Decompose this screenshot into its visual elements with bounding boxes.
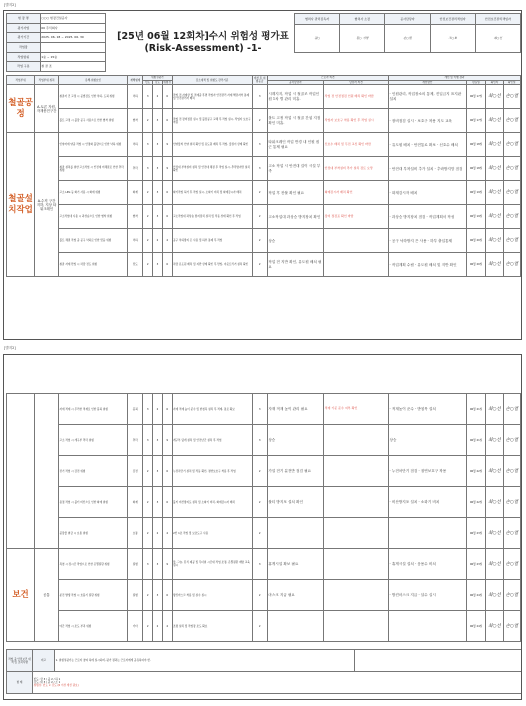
improve-cell <box>388 518 466 549</box>
manager-opinion-cell: 안전대 부착설비 추가 설치 검토 요망 <box>323 157 388 181</box>
info-table <box>6 13 106 72</box>
improve-cell: - 공구 낙하방지 끈 사용 - 하부 출입통제 <box>388 229 466 253</box>
signature: 손○열 <box>385 25 430 53</box>
worker-opinion-cell: 고소작업대 과상승 방지장치 확인 <box>267 205 323 229</box>
date-cell: 06월 24일 <box>466 611 485 642</box>
date-cell: 06월 23일 <box>466 518 485 549</box>
date-cell: 06월 22일 <box>466 487 485 518</box>
signature: 강○ <box>295 25 340 53</box>
signature: 조○호 <box>430 25 475 53</box>
check-cell: 최○선 <box>486 157 503 181</box>
date-cell: 06월 22일 <box>466 456 485 487</box>
info-label: 작업장 <box>7 43 41 53</box>
date-cell: 06월 21일 <box>466 425 485 456</box>
manager-opinion-cell <box>323 549 388 580</box>
risk-table-1 <box>6 75 521 277</box>
col-grade: 개선 후 위험등급 <box>253 77 266 84</box>
freq-cell: 2 <box>143 181 153 205</box>
info-value: ○○○ 현장건설공사 <box>40 14 105 24</box>
grade-cell: 3 <box>252 85 267 109</box>
date-cell: 06월 19일 <box>466 181 485 205</box>
col-detail: 작업부위 위치 <box>35 76 59 85</box>
grade-cell: 3 <box>252 394 267 425</box>
hazard-cell: 용접 작업 시 불티 비산으로 인한 화재 위험 <box>58 487 127 518</box>
check-cell: 최○선 <box>486 425 503 456</box>
page-2 <box>3 354 522 700</box>
manager-opinion-cell <box>323 518 388 549</box>
grade-cell: 2 <box>252 487 267 518</box>
table-row <box>7 549 521 580</box>
footer-label: 작업 중 안전보건 대책 및 조치사항 <box>7 650 33 672</box>
measure-cell: 누전차단기 설치 및 작동 확인, 절연보호구 착용 후 작업 <box>172 456 252 487</box>
freq-cell: 2 <box>143 229 153 253</box>
doc-subtitle: (Risk-Assessment) -1- <box>144 43 262 54</box>
grade-cell: 2 <box>252 611 267 642</box>
type-cell: 질병 <box>128 549 143 580</box>
freq-cell: 2 <box>143 611 153 642</box>
signature-table <box>294 13 521 53</box>
col-confirm: 확인일 <box>503 80 520 85</box>
worker-opinion-cell: 상승 <box>267 425 323 456</box>
grade-cell: 2 <box>252 181 267 205</box>
measure-cell: 작업 전 장비점검 실시 및 불량공구 교체 후 작업 실시, 작업자 보호구 착용 <box>172 109 252 133</box>
freq-cell: 3 <box>143 425 153 456</box>
improve-cell: - 비산방지포 설치 - 소화기 비치 <box>388 487 466 518</box>
worker-opinion-cell: 휴게시설 확보 필요 <box>267 549 323 580</box>
worker-opinion-cell: 마스크 지급 필요 <box>267 580 323 611</box>
manager-opinion-cell: 작업 전 안전점검 인원 배치 확인 바람 <box>323 85 388 109</box>
sev-cell: 2 <box>153 394 163 425</box>
risk-cell: 9 <box>162 549 172 580</box>
hazard-cell: 전기 작업 시 감전 위험 <box>58 456 127 487</box>
worker-opinion-cell: 볼트 고정 작업 시 철골 간섭 지점 확인 미흡. <box>267 109 323 133</box>
signer-role: 공사담당자 <box>385 14 430 25</box>
table-row <box>7 580 521 611</box>
confirm-cell: 손○열 <box>503 456 520 487</box>
type-cell: 낙하 <box>128 229 143 253</box>
check-cell: 최○선 <box>486 580 503 611</box>
type-cell: 추락 <box>128 425 143 456</box>
check-cell: 최○선 <box>486 611 503 642</box>
sev-cell: 3 <box>153 549 163 580</box>
col-freq: 빈도 <box>143 80 153 85</box>
improve-cell: - 작업계획 수립 - 유도원 배치 및 지반 확인 <box>388 253 466 277</box>
footer-note: 위험성: 빈도 × 강도 (6 이상 개선 필요) <box>33 684 79 687</box>
manager-opinion-cell <box>323 487 388 518</box>
col-sev: 강도 <box>153 80 163 85</box>
measure-cell: 공구 낙하방지 끈 사용 및 하부 통제 후 작업 <box>172 229 252 253</box>
improve-cell: 상승 <box>388 425 466 456</box>
manager-opinion-cell <box>323 456 388 487</box>
date-cell: 06월 19일 <box>466 205 485 229</box>
risk-cell: 6 <box>162 394 172 425</box>
worker-opinion-cell <box>267 611 323 642</box>
freq-cell: 3 <box>143 85 153 109</box>
risk-cell: 9 <box>162 157 172 181</box>
signer-role: 안전보건관리책임자 <box>475 14 520 25</box>
hazard-cell: 철골자 건 고정 시 공법검토 인한 낙하, 도괴 위험 <box>58 85 127 109</box>
risk-cell: 9 <box>162 425 172 456</box>
info-label: 작업범위 <box>7 52 41 62</box>
measure-cell: 인양물의 인양 위치 확인 및 유도원 배치 후 작업, 줄걸이 상태 확인 <box>172 133 252 157</box>
worker-opinion-cell: 고소 작업 시 안전대 걸이 시설 부족 <box>267 157 323 181</box>
freq-cell: 3 <box>143 133 153 157</box>
hazard-cell: 고소작업대 사용 시 과상승으로 인한 협착 위험 <box>58 205 127 229</box>
improve-cell: - 휴게시설 설치 - 음용수 비치 <box>388 549 466 580</box>
work-category: 보건 <box>7 549 35 642</box>
improve-cell <box>388 611 466 642</box>
footer-blank <box>355 650 522 672</box>
risk-cell: 9 <box>162 133 172 157</box>
info-value: 2025. 06. 18 ~ 2025. 06. 30 <box>40 33 105 43</box>
type-cell: 전도 <box>128 253 143 277</box>
risk-cell: 6 <box>162 456 172 487</box>
col-improve-group: 개선 및 이행 결과 <box>388 76 520 81</box>
footer-table <box>6 649 522 694</box>
sev-cell: 3 <box>153 157 163 181</box>
sev-cell: 2 <box>153 518 163 549</box>
improve-cell: - 적재높이 준수 - 받침목 설치 <box>388 394 466 425</box>
freq-cell: 2 <box>143 253 153 277</box>
col-risk: 위험성 <box>163 80 171 84</box>
risk-cell: 6 <box>162 253 172 277</box>
measure-cell: 작업 전 자재상 및 적재중 후면 작업자 안전관리 자재 해당지역 통제 및 안전관리자 배치 <box>172 85 252 109</box>
confirm-cell: 손○열 <box>503 253 520 277</box>
table-row <box>7 253 521 277</box>
sev-cell: 3 <box>153 133 163 157</box>
footer-note: 강도: 대 3 / 중 2 / 소 1 <box>33 681 61 684</box>
improve-cell: - 장비점검 실시 - 보호구 착용 지도 교육 <box>388 109 466 133</box>
col-risk-group: 위험성평가 <box>143 76 172 81</box>
col-opinion-group: 근로자 의견 <box>267 76 388 81</box>
measure-cell: 조명 설치 및 작업장 조도 확보 <box>172 611 252 642</box>
improve-cell: - 방진마스크 지급 - 살수 실시 <box>388 580 466 611</box>
work-detail: 공통 <box>35 549 59 642</box>
info-value: 철 골 조 <box>40 62 105 72</box>
grade-cell: 2 <box>252 205 267 229</box>
check-cell: 최○선 <box>486 518 503 549</box>
hazard-cell: 분진 발생 작업 시 호흡기 질환 위험 <box>58 580 127 611</box>
risk-cell: 6 <box>162 487 172 518</box>
signer-role: 안전보건관리책임자 <box>430 14 475 25</box>
risk-cell: 6 <box>162 109 172 133</box>
grade-cell: 2 <box>252 518 267 549</box>
risk-cell: 6 <box>162 181 172 205</box>
grade-cell: 2 <box>252 229 267 253</box>
col-work: 작업부위 <box>7 76 35 85</box>
type-cell: 추락 <box>128 157 143 181</box>
info-value <box>40 43 105 53</box>
worker-opinion-cell <box>267 518 323 549</box>
sev-cell: 3 <box>153 487 163 518</box>
info-value: 00 주식회사 <box>40 23 105 33</box>
date-cell: 06월 18일 <box>466 157 485 181</box>
check-cell: 최○선 <box>486 487 503 518</box>
check-cell: 최○선 <box>486 109 503 133</box>
check-cell: 최○선 <box>486 229 503 253</box>
hazard-cell: 야간 작업 시 조도 부족 위험 <box>58 611 127 642</box>
check-cell: 최○선 <box>486 549 503 580</box>
table-row <box>7 109 521 133</box>
risk-cell: 4 <box>162 229 172 253</box>
date-cell: 06월 18일 <box>466 133 485 157</box>
table-row <box>7 133 521 157</box>
confirm-cell: 손○열 <box>503 205 520 229</box>
measure-cell: 물, 그늘, 휴식 제공 및 무더위 시간대 작업 조정, 온열질환 예방 교육 실시 <box>172 549 252 580</box>
grade-cell: 2 <box>252 109 267 133</box>
worker-opinion-cell: 타워크레인 작업 반경 내 인원 접근 통제 필요 <box>267 133 323 157</box>
freq-cell: 3 <box>143 549 153 580</box>
footer-remark-text: 1. 위험성평가는 근로자 참여 하에 실시하며, 평가 결과는 근로자에게 공유하여야 함. <box>55 650 355 672</box>
col-improve: 개선방안 <box>388 80 466 85</box>
hazard-cell: 고소 LPG 등 화기 사용 시 화재 위험 <box>58 181 127 205</box>
improve-cell: - 인원관리, 작업장소의 통제, 진입금지 표지판 설치 <box>388 85 466 109</box>
signer-role: 협력사 소장 <box>340 14 385 25</box>
grade-cell: 3 <box>252 157 267 181</box>
check-cell: 최○선 <box>486 456 503 487</box>
measure-cell: 개구부 덮개 설치 및 안전난간 설치 후 작업 <box>172 425 252 456</box>
footer-notes <box>33 672 522 694</box>
page-1 <box>3 10 522 340</box>
manager-opinion-cell <box>323 229 388 253</box>
confirm-cell: 손○열 <box>503 229 520 253</box>
work-detail: A-토론 자원, 자재충전구간 <box>35 85 59 133</box>
table-row <box>7 425 521 456</box>
work-category <box>7 394 35 549</box>
worker-opinion-cell: 시계지지, 작업 시 철골조 작업인원 1차 별 관리 미흡. <box>267 85 323 109</box>
date-cell: 06월 17일 <box>466 85 485 109</box>
hazard-cell: 인양자재 양중 작업 시 안정화 불량으로 인한 낙하 위험 <box>58 133 127 157</box>
type-cell: 화재 <box>128 181 143 205</box>
worker-opinion-cell: 불티 방지포 설치 확인 <box>267 487 323 518</box>
freq-cell: 2 <box>143 456 153 487</box>
confirm-cell: 손○열 <box>503 85 520 109</box>
col-hazard: 유해·위험요인 <box>58 76 127 85</box>
info-label: 평가사업 <box>7 23 41 33</box>
date-cell: 06월 21일 <box>466 394 485 425</box>
measure-cell: 화기작업 허가 후 작업 실시, 소화기 비치 및 화재감시자 배치 <box>172 181 252 205</box>
sev-cell: 3 <box>153 580 163 611</box>
table-row <box>7 205 521 229</box>
freq-cell: 2 <box>143 487 153 518</box>
freq-cell: 2 <box>143 580 153 611</box>
grade-cell: 2 <box>252 456 267 487</box>
grade-cell: 2 <box>252 580 267 611</box>
type-cell: 요통 <box>128 518 143 549</box>
manager-opinion-cell: 작업자 보호구 착용 확인 후 작업 실시 <box>323 109 388 133</box>
table-row <box>7 85 521 109</box>
grade-cell: 3 <box>252 133 267 157</box>
manager-opinion-cell <box>323 253 388 277</box>
measure-cell: 방진마스크 착용 및 살수 실시 <box>172 580 252 611</box>
risk-cell: 6 <box>162 580 172 611</box>
hazard-cell: 철골 설치를 위한 고소작업 시 안전대 미체결로 인한 추락 위험 <box>58 157 127 181</box>
page-label-2: [별지2] <box>4 346 16 350</box>
manager-opinion-cell <box>323 611 388 642</box>
confirm-cell: 손○열 <box>503 487 520 518</box>
hazard-cell: 철골 자재 반입 시 차량 전도 위험 <box>58 253 127 277</box>
improve-cell: - 누전차단기 점검 - 절연보호구 착용 <box>388 456 466 487</box>
hazard-cell: 폭염 시 장시간 작업으로 인한 온열질환 위험 <box>58 549 127 580</box>
manager-opinion-cell: 적재 기준 준수 여부 확인 <box>323 394 388 425</box>
check-cell: 최○선 <box>486 253 503 277</box>
col-opinion-worker: 공사담당자 <box>267 80 323 85</box>
freq-cell: 2 <box>143 109 153 133</box>
sev-cell: 2 <box>153 85 163 109</box>
confirm-cell: 손○열 <box>503 425 520 456</box>
risk-table-2-body <box>7 394 521 642</box>
type-cell: 낙하 <box>128 85 143 109</box>
col-category: 재해형태 <box>128 76 143 85</box>
page-label-1: [별지2] <box>4 3 16 7</box>
table-row <box>7 611 521 642</box>
footer-notes-label: 범 례 <box>7 672 33 694</box>
col-check: 확인자 <box>486 80 503 85</box>
manager-opinion-cell <box>323 580 388 611</box>
check-cell: 최○선 <box>486 394 503 425</box>
hazard-cell: 고소 작업 시 개구부 추락 위험 <box>58 425 127 456</box>
info-label: 평가기간 <box>7 33 41 43</box>
date-cell: 06월 17일 <box>466 109 485 133</box>
info-value: 1층 ~ 15층 <box>40 52 105 62</box>
risk-cell: 6 <box>162 205 172 229</box>
freq-cell: 3 <box>143 157 153 181</box>
risk-table-2 <box>6 393 521 642</box>
title-block <box>114 31 292 55</box>
improve-cell: - 안전대 부착설비 추가 설치 - 추락방지망 점검 <box>388 157 466 181</box>
confirm-cell: 손○열 <box>503 580 520 611</box>
check-cell: 최○선 <box>486 205 503 229</box>
confirm-cell: 손○열 <box>503 109 520 133</box>
confirm-cell: 손○열 <box>503 133 520 157</box>
sev-cell: 3 <box>153 181 163 205</box>
signature: 김○ 서명 <box>340 25 385 53</box>
type-cell: 낙하 <box>128 133 143 157</box>
info-label: 작업 구분 <box>7 62 41 72</box>
manager-opinion-cell: 신호수 배치 및 무전 교신 확인 바람 <box>323 133 388 157</box>
table-row <box>7 456 521 487</box>
confirm-cell: 손○열 <box>503 394 520 425</box>
sev-cell: 3 <box>153 253 163 277</box>
sev-cell: 3 <box>153 425 163 456</box>
measure-cell: 2인 1조 작업 및 보조도구 사용 <box>172 518 252 549</box>
freq-cell: 3 <box>143 394 153 425</box>
confirm-cell: 손○열 <box>503 157 520 181</box>
work-detail <box>35 394 59 549</box>
table-row <box>7 181 521 205</box>
date-cell: 06월 24일 <box>466 580 485 611</box>
worker-opinion-cell: 자재 적재 높이 관리 필요 <box>267 394 323 425</box>
improve-cell: - 유도원 배치 - 안전통로 확보 - 신호수 배치 <box>388 133 466 157</box>
table-row <box>7 157 521 181</box>
col-measure: 감소대책 및 위험도 관리기준 <box>172 76 252 85</box>
measure-cell: 고소작업대 과상승 방지장치 설치 및 작동 상태 확인 후 작업 <box>172 205 252 229</box>
manager-opinion-cell: 장비 점검표 확인 바람 <box>323 205 388 229</box>
date-cell: 06월 20일 <box>466 229 485 253</box>
sev-cell: 3 <box>153 456 163 487</box>
worker-opinion-cell: 상승 <box>267 229 323 253</box>
sev-cell: 3 <box>153 205 163 229</box>
table-row <box>7 518 521 549</box>
sev-cell: 2 <box>153 229 163 253</box>
worker-opinion-cell: 작업 후 잔불 확인 필요 <box>267 181 323 205</box>
measure-cell: 자재 적재 높이 준수 및 받침목 설치 후 적재, 통로 확보 <box>172 394 252 425</box>
confirm-cell: 손○열 <box>503 549 520 580</box>
type-cell: 기타 <box>128 611 143 642</box>
grade-cell: 3 <box>252 549 267 580</box>
table-row <box>7 394 521 425</box>
check-cell: 최○선 <box>486 181 503 205</box>
signature: 최○선 <box>475 25 520 53</box>
date-cell: 06월 20일 <box>466 253 485 277</box>
table-row <box>7 487 521 518</box>
type-cell: 붕괴 <box>128 394 143 425</box>
grade-cell: 3 <box>252 425 267 456</box>
improve-cell: - 과상승 방지장치 점검 - 작업계획서 작성 <box>388 205 466 229</box>
work-detail: A-수직 구간 지하, 지상 타워크레인 <box>35 133 59 277</box>
confirm-cell: 손○열 <box>503 518 520 549</box>
risk-cell: 6 <box>162 85 172 109</box>
sev-cell: 2 <box>153 611 163 642</box>
measure-cell: 불티 비산방지포 설치 및 소화기 비치, 화재감시자 배치 <box>172 487 252 518</box>
signer-role: 협력사 관리감독자 <box>295 14 340 25</box>
hazard-cell: 볼트 고정 시 불량 공구 사용으로 인한 협착 위험 <box>58 109 127 133</box>
info-label: 현 장 명 <box>7 14 41 24</box>
footer-remark-label: 비고 <box>33 650 55 672</box>
sev-cell: 3 <box>153 109 163 133</box>
improve-cell: - 화재감시자 배치 <box>388 181 466 205</box>
hazard-cell: 중량물 취급 시 요통 위험 <box>58 518 127 549</box>
confirm-cell: 손○열 <box>503 611 520 642</box>
work-category: 철골설치작업 <box>7 133 35 277</box>
worker-opinion-cell: 가설 전기 분전반 점검 필요 <box>267 456 323 487</box>
freq-cell: 2 <box>143 205 153 229</box>
risk-table-1-body <box>7 85 521 277</box>
hazard-cell: 볼트 체결 작업 중 공구 낙하로 인한 맞음 위험 <box>58 229 127 253</box>
confirm-cell: 손○열 <box>503 181 520 205</box>
type-cell: 협착 <box>128 109 143 133</box>
worker-opinion-cell: 작업 전 지반 확인, 유도원 배치 필요 <box>267 253 323 277</box>
col-opinion-mgr: 담당자 의견 <box>323 80 388 85</box>
type-cell: 감전 <box>128 456 143 487</box>
date-cell: 06월 23일 <box>466 549 485 580</box>
table-row <box>7 229 521 253</box>
manager-opinion-cell <box>323 425 388 456</box>
check-cell: 최○선 <box>486 85 503 109</box>
doc-title: [25년 06월 12회차]수시 위험성 평가표 <box>117 31 289 42</box>
hazard-cell: 자재 적재 시 무리한 적재로 인한 붕괴 위험 <box>58 394 127 425</box>
freq-cell: 2 <box>143 518 153 549</box>
work-category: 철골공정 <box>7 85 35 133</box>
measure-cell: 안전대 부착설비 설치 및 안전대 체결 후 작업 실시, 추락방지망 설치 확인 <box>172 157 252 181</box>
measure-cell: 차량 유도원 배치 및 지반 상태 확인 후 반입, 아웃트리거 설치 확인 <box>172 253 252 277</box>
grade-cell: 2 <box>252 253 267 277</box>
type-cell: 질병 <box>128 580 143 611</box>
col-date: 완료일 <box>466 80 485 85</box>
footer-note: 빈도: 상 3 / 중 2 / 하 1 <box>33 678 61 681</box>
manager-opinion-cell: 화재감시자 배치 확인 <box>323 181 388 205</box>
type-cell: 협착 <box>128 205 143 229</box>
check-cell: 최○선 <box>486 133 503 157</box>
risk-cell: 4 <box>162 518 172 549</box>
risk-cell: 4 <box>162 611 172 642</box>
type-cell: 화재 <box>128 487 143 518</box>
